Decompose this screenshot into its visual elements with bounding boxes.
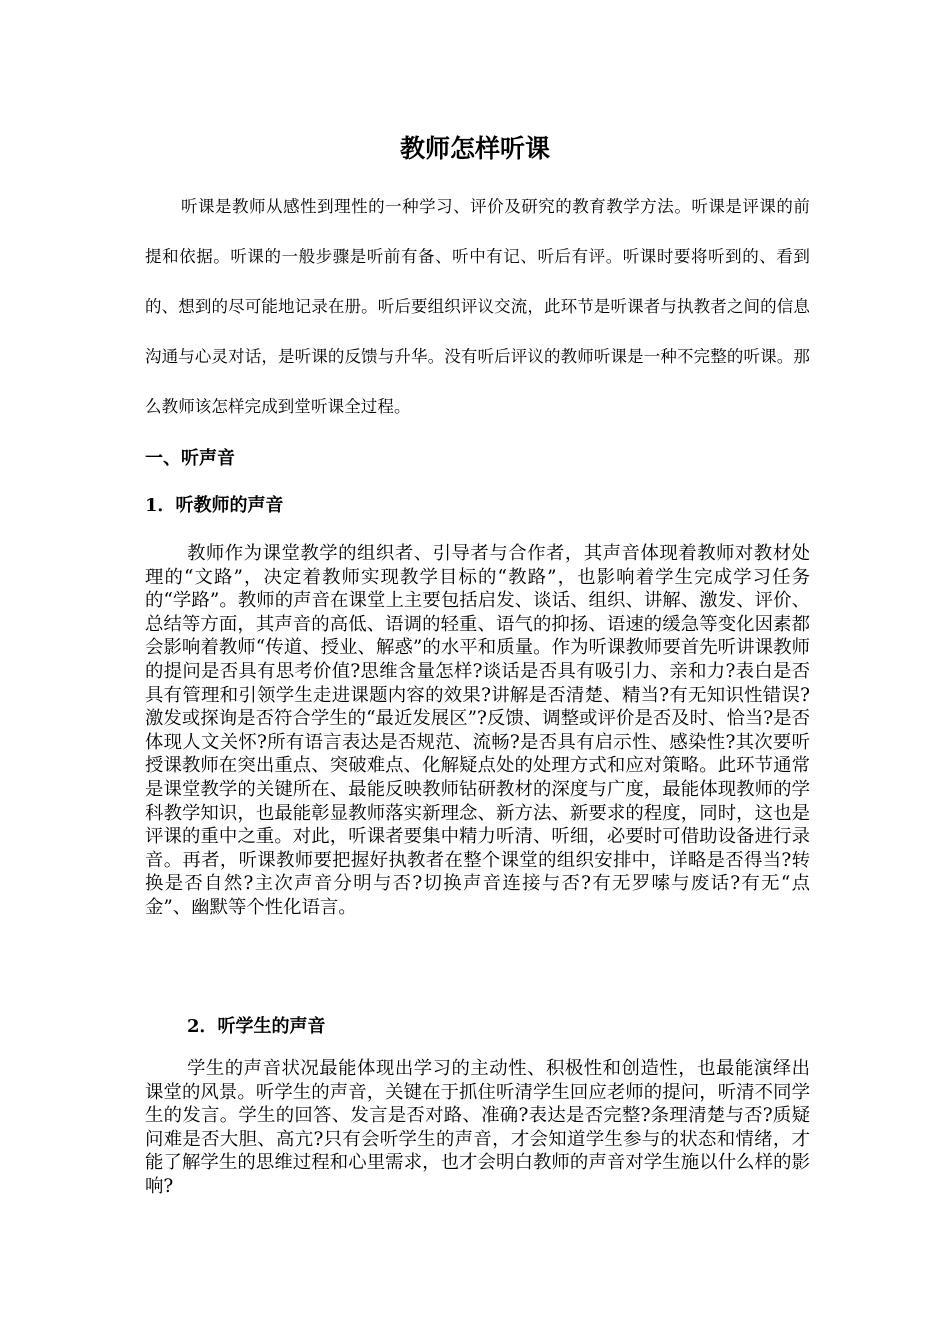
section-heading-listen-sound: 一、听声音: [145, 448, 235, 469]
subsection-heading-teacher-voice: 1．听教师的声音: [145, 495, 284, 516]
paragraph-teacher-voice: 教师作为课堂教学的组织者、引导者与合作者，其声音体现着教师对教材处理的“文路”，决定着教师实现教学目标的“教路”，也影响着学生完成学习任务的“学路”。教师的声音在课堂上主要包括启发、谈话、组织、讲解、激发、评价、总结等方面，其声音的高低、语调的轻重、语气的抑扬、语速的缓急等变化因素都会影响着教师“传道、授业、解惑”的水平和质量。作为听课教师要首先听讲课教师的提问是否具有思考价值?思维含量怎样?谈话是否具有吸引力、亲和力?表白是否具有管理和引领学生走进课题内容的效果?讲解是否清楚、精当?有无知识性错误?激发或探询是否符合学生的“最近发展区”?反馈、调整或评价是否及时、恰当?是否体现人文关怀?所有语言表达是否规范、流畅?是否具有启示性、感染性?其次要听授课教师在突出重点、突破难点、化解疑点处的处理方式和应对策略。此环节通常是课堂教学的关键所在、最能反映教师钻研教材的深度与广度，最能体现教师的学科教学知识，也最能彰显教师落实新理念、新方法、新要求的程度，同时，这也是评课的重中之重。对此，听课者要集中精力听清、听细，必要时可借助设备进行录音。再者，听课教师要把握好执教者在整个课堂的组织安排中，详略是否得当?转换是否自然?主次声音分明与否?切换声音连接与否?有无罗嗦与废话?有无“点金”、幽默等个性化语言。: [145, 543, 810, 918]
intro-paragraph: 听课是教师从感性到理性的一种学习、评价及研究的教育教学方法。听课是评课的前提和依据。听课的一般步骤是听前有备、听中有记、听后有评。听课时要将听到的、看到的、想到的尽可能地记录在册。听后要组织评议交流，此环节是听课者与执教者之间的信息沟通与心灵对话，是听课的反馈与升华。没有听后评议的教师听课是一种不完整的听课。那么教师该怎样完成到堂听课全过程。: [145, 197, 810, 416]
subsection-heading-student-voice: 2．听学生的声音: [187, 1016, 326, 1037]
document-title: 教师怎样听课: [399, 134, 550, 163]
paragraph-student-voice: 学生的声音状况最能体现出学习的主动性、积极性和创造性，也最能演绎出课堂的风景。听学生的声音，关键在于抓住听清学生回应老师的提问，听清不同学生的发言。学生的回答、发言是否对路、准确?表达是否完整?条理清楚与否?质疑问难是否大胆、高亢?只有会听学生的声音，才会知道学生参与的状态和情绪，才能了解学生的思维过程和心里需求，也才会明白教师的声音对学生施以什么样的影响?: [145, 1058, 810, 1197]
